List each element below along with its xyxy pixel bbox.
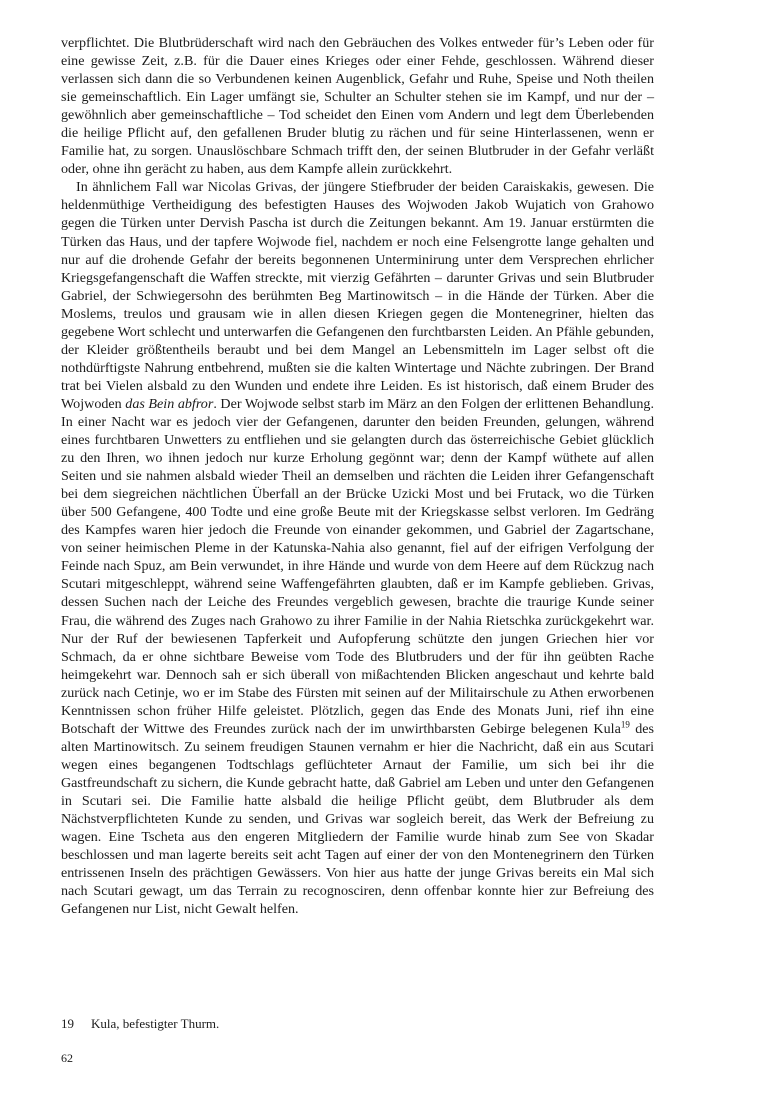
footnote-reference: 19 <box>620 719 630 730</box>
paragraph-2 <box>61 178 654 918</box>
paragraph-2-text-c: des alten Martinowitsch. Zu seinem freudigen Staunen vernahm er hier die Nachricht, daß ein aus Scutari wegen eines begangenen Todtschlags geflüchteter Arnaut der Familie, um sich bei ihr die Gastfreundschaft zu sichern, die Kunde gebracht hatte, daß Gabriel am Leben und unter den Gefangenen in Scutari sei. Die Familie hatte alsbald die heilige Pflicht geübt, dem Blutbruder als dem Nächstverpflichteten Kunde zu senden, und Grivas war sogleich bereit, das Werk der Befreiung zu wagen. Eine Tscheta aus den engeren Mitgliedern der Familie wurde hinab zum See von Skadar beschlossen und man lagerte bereits seit acht Tagen auf einer der von den Montenegrinern den Türken entrissenen Inseln des prächtigen Gewässers. Von hier aus hatte der junge Grivas bereits ein Mal sich nach Scutari gewagt, um das Terrain zu recognosciren, denn offenbar konnte hier zur Befreiung des Gefangenen nur List, nicht Gewalt helfen. <box>61 720 655 918</box>
page-number: 62 <box>61 1051 73 1065</box>
italic-phrase: das Bein abfror <box>125 395 214 412</box>
footnote-number: 19 <box>61 1016 74 1031</box>
paragraph-2-text-a: In ähnlichem Fall war Nicolas Grivas, der jüngere Stiefbruder der beiden Caraiskakis, gewesen. Die heldenmüthige Vertheidigung des befestigten Hauses des Wojwoden Jakob Wujatich von Grahowo gegen die Türken unter Dervish Pascha ist durch die Zeitungen bekannt. Am 19. Januar erstürmten die Türken das Haus, und der tapfere Wojwode fiel, nachdem er noch eine Felsengrotte lange gehalten und nur auf die drohende Gefahr der bereits begonnenen Unterminirung unter dem Versprechen ehrlicher Kriegsgefangenschaft die Waffen streckte, mit vierzig Gefährten – darunter Grivas und sein Blutbruder Gabriel, der Schwiegersohn des berühmten Beg Martinowitsch – in die Hände der Türken. Aber die Moslems, treulos und grausam wie in allen diesen Kriegen gegen die Montenegriner, hielten das gegebene Wort schlecht und unterwarfen die Gefangenen den furchtbarsten Leiden. An Pfähle gebunden, der Kleider größtentheils beraubt und bei dem Mangel an Lebensmitteln im Lager selbst oft die nothdürftigste Nahrung entbehrend, mußten sie die kalten Wintertage und Nächte zubringen. Der Brand trat bei Vielen alsbald zu den Wunden und endete ihre Leiden. Es ist historisch, daß einem Bruder des Wojwoden <box>61 179 654 412</box>
paragraph-2-text-b: . Der Wojwode selbst starb im März an den Folgen der erlittenen Behandlung. In einer Nacht war es jedoch vier der Gefangenen, darunter den beiden Freunden, gelungen, während eines furchtbaren Unwetters zu entfliehen und sie gelangten durch das österreichische Gebiet glücklich zu den Ihren, wo ihnen jedoch nur kurze Erholung gegönnt war; denn der Kampf wüthete auf allen Seiten und sie nahmen alsbald wieder Theil an demselben und rächten die Leiden ihrer Gefangenschaft bei dem siegreichen nächtlichen Überfall an der Brücke Uzicki Most und bei Frutack, wo die Türken über 500 Gefangene, 400 Todte und eine große Beute mit der Kriegskasse selbst verloren. Im Gedräng des Kampfes waren hier jedoch die Freunde von einander gekommen, und Gabriel der Zagartschane, von seiner heimischen Pleme in der Katunska-Nahia also genannt, fiel auf der eifrigen Verfolgung der Feinde nach Spuz, am Bein verwundet, in ihre Hände und wurde von dem Heere auf dem Rückzug nach Scutari mitgeschleppt, während seine Waffengefährten glaubten, daß er im Kampfe geblieben. Grivas, dessen Suchen nach der Leiche des Freundes vergeblich gewesen, brachte die traurige Kunde seiner Frau, die während des Zuges nach Grahowo zu ihrer Familie in der Nahia Rietschka zurückgekehrt war. Nur der Ruf der bewiesenen Tapferkeit und Aufopferung schützte den jungen Griechen hier vor Schmach, da er ohne sichtbare Beweise vom Tode des Blutbruders und der für ihn geübten Rache heimgekehrt war. Dennoch sah er sich überall von mißachtenden Blicken angeschaut und kehrte bald zurück nach Cetinje, wo er im Stabe des Fürsten mit seinen auf der Militairschule zu Athen erworbenen Kenntnissen schon früher Hilfe geleistet. Plötzlich, gegen das Ende des Monats Juni, rief ihn eine Botschaft der Wittwe des Freundes zurück nach der im unwirthbarsten Gebirge belegenen Kula <box>61 395 654 737</box>
body-text <box>61 34 654 918</box>
footnote-text: Kula, befestigter Thurm. <box>91 1016 220 1031</box>
paragraph-1: verpflichtet. Die Blutbrüderschaft wird nach den Gebräuchen des Volkes entweder für’s Leben oder für eine gewisse Zeit, z.B. für die Dauer eines Krieges oder einer Fehde, geschlossen. Während dieser verlassen sich dann die so Verbundenen keinen Augenblick, Gefahr und Ruhe, Speise und Noth theilen sie gemeinschaftlich. Ein Lager umfängt sie, Schulter an Schulter stehen sie im Kampf, und nur der – gewöhnlich aber gemeinschaftliche – Tod scheidet den Einen vom Andern und legt dem Überlebenden die heilige Pflicht auf, den gefallenen Bruder blutig zu rächen und für seine Hinterlassenen, wenn er Familie hat, zu sorgen. Unauslöschbare Schmach trifft den, der seinen Blutbruder in der Gefahr verläßt oder, ohne ihn gerächt zu haben, aus dem Kampfe allein zurückkehrt. <box>61 35 654 178</box>
footnote <box>61 1016 654 1032</box>
